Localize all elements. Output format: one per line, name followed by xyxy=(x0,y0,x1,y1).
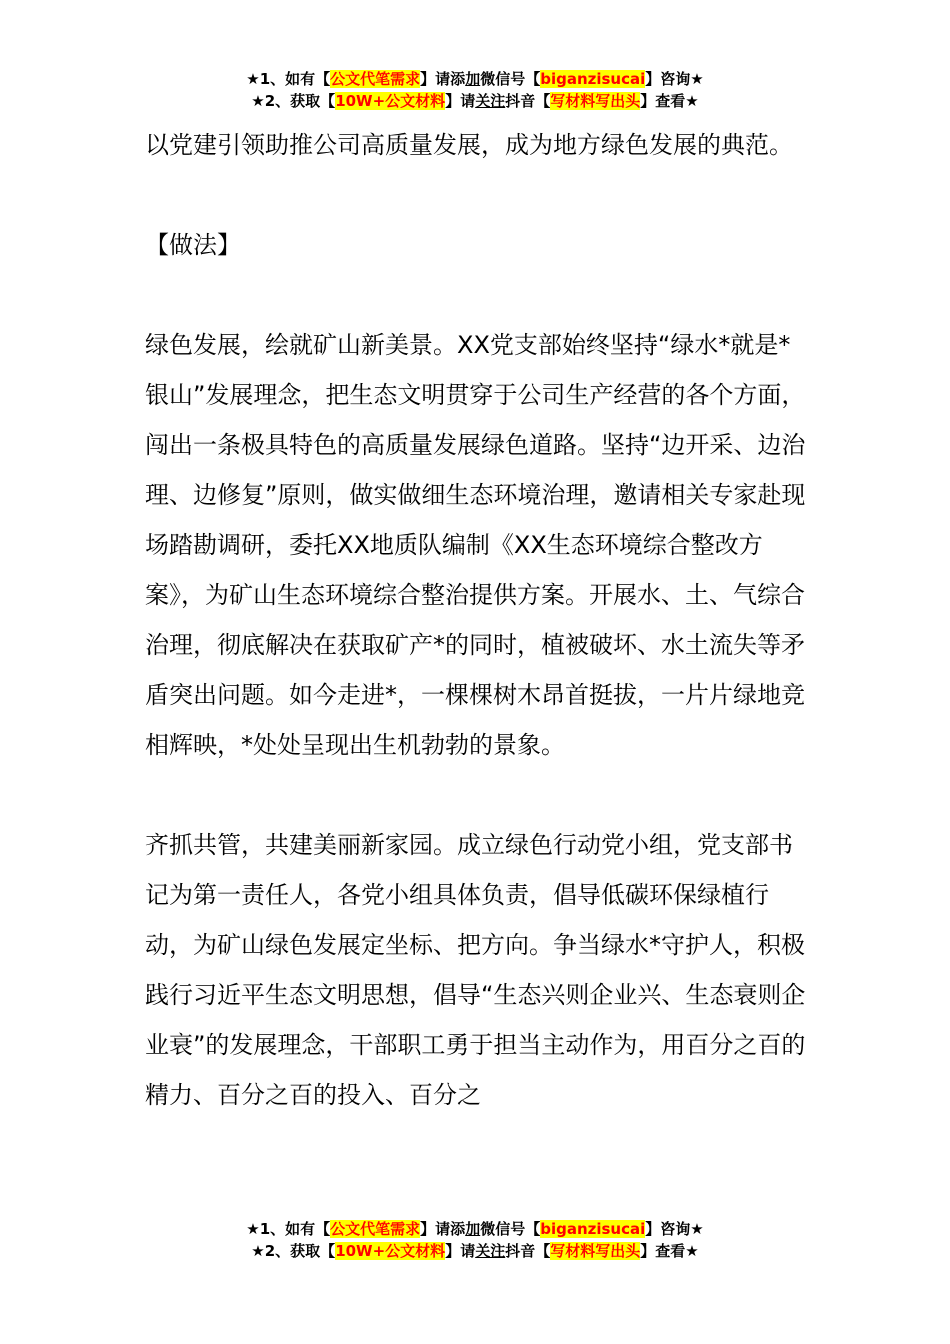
banner-text: 】请添 xyxy=(420,1220,466,1238)
banner-highlight: 公文代笔需求 xyxy=(330,70,421,88)
document-body xyxy=(145,120,810,1120)
banner-text: 】请 xyxy=(445,1242,476,1260)
banner-underline: 关注 xyxy=(475,92,506,110)
banner-text: 】请 xyxy=(445,92,476,110)
banner-highlight: biganzisucai xyxy=(540,70,646,88)
paragraph-intro: 以党建引领助推公司高质量发展，成为地方绿色发展的典范。 xyxy=(145,131,793,159)
banner-text: ★1、如有【 xyxy=(246,70,331,88)
banner-line-1 xyxy=(0,1218,950,1240)
banner-highlight: 公文代笔需求 xyxy=(330,1220,421,1238)
banner-text: 抖音【 xyxy=(505,92,551,110)
banner-text: 抖音【 xyxy=(505,1242,551,1260)
banner-text: 微信号【 xyxy=(480,70,541,88)
banner-text: ★2、获取【 xyxy=(251,1242,336,1260)
banner-text: 】请添 xyxy=(420,70,466,88)
banner-highlight: 写材料写出头 xyxy=(550,92,641,110)
banner-highlight: 10W+公文材料 xyxy=(335,1242,446,1260)
banner-text: 】查看★ xyxy=(640,1242,699,1260)
banner-line-2 xyxy=(0,90,950,112)
footer-banner xyxy=(0,1218,950,1262)
banner-underline: 关注 xyxy=(475,1242,506,1260)
header-banner xyxy=(0,68,950,112)
banner-highlight: 10W+公文材料 xyxy=(335,92,446,110)
banner-underline: 加 xyxy=(465,1220,481,1238)
banner-text: 】咨询★ xyxy=(645,70,704,88)
banner-text: 】查看★ xyxy=(640,92,699,110)
banner-highlight: 写材料写出头 xyxy=(550,1242,641,1260)
banner-highlight: biganzisucai xyxy=(540,1220,646,1238)
paragraph-joint-management: 齐抓共管，共建美丽新家园。成立绿色行动党小组，党支部书记为第一责任人，各党小组具体负责，倡导低碳环保绿植行动，为矿山绿色发展定坐标、把方向。争当绿水*守护人，积极践行习近平生态文明思想，倡导“生态兴则企业兴、生态衰则企业衰”的发展理念，干部职工勇于担当主动作为，用百分之百的精力、百分之百的投入、百分之 xyxy=(145,831,806,1109)
banner-line-1 xyxy=(0,68,950,90)
banner-underline: 加 xyxy=(465,70,481,88)
banner-text: ★1、如有【 xyxy=(246,1220,331,1238)
paragraph-green-development: 绿色发展，绘就矿山新美景。XX党支部始终坚持“绿水*就是*银山”发展理念，把生态文明贯穿于公司生产经营的各个方面，闯出一条极具特色的高质量发展绿色道路。坚持“边开采、边治理、边修复”原则，做实做细生态环境治理，邀请相关专家赴现场踏勘调研，委托XX地质队编制《XX生态环境综合整改方案》，为矿山生态环境综合整治提供方案。开展水、土、气综合治理，彻底解决在获取矿产*的同时，植被破坏、水土流失等矛盾突出问题。如今走进*，一棵棵树木昂首挺拔，一片片绿地竞相辉映，*处处呈现出生机勃勃的景象。 xyxy=(145,331,806,759)
banner-text: 微信号【 xyxy=(480,1220,541,1238)
banner-line-2 xyxy=(0,1240,950,1262)
section-heading: 【做法】 xyxy=(145,231,241,259)
banner-text: 】咨询★ xyxy=(645,1220,704,1238)
banner-text: ★2、获取【 xyxy=(251,92,336,110)
